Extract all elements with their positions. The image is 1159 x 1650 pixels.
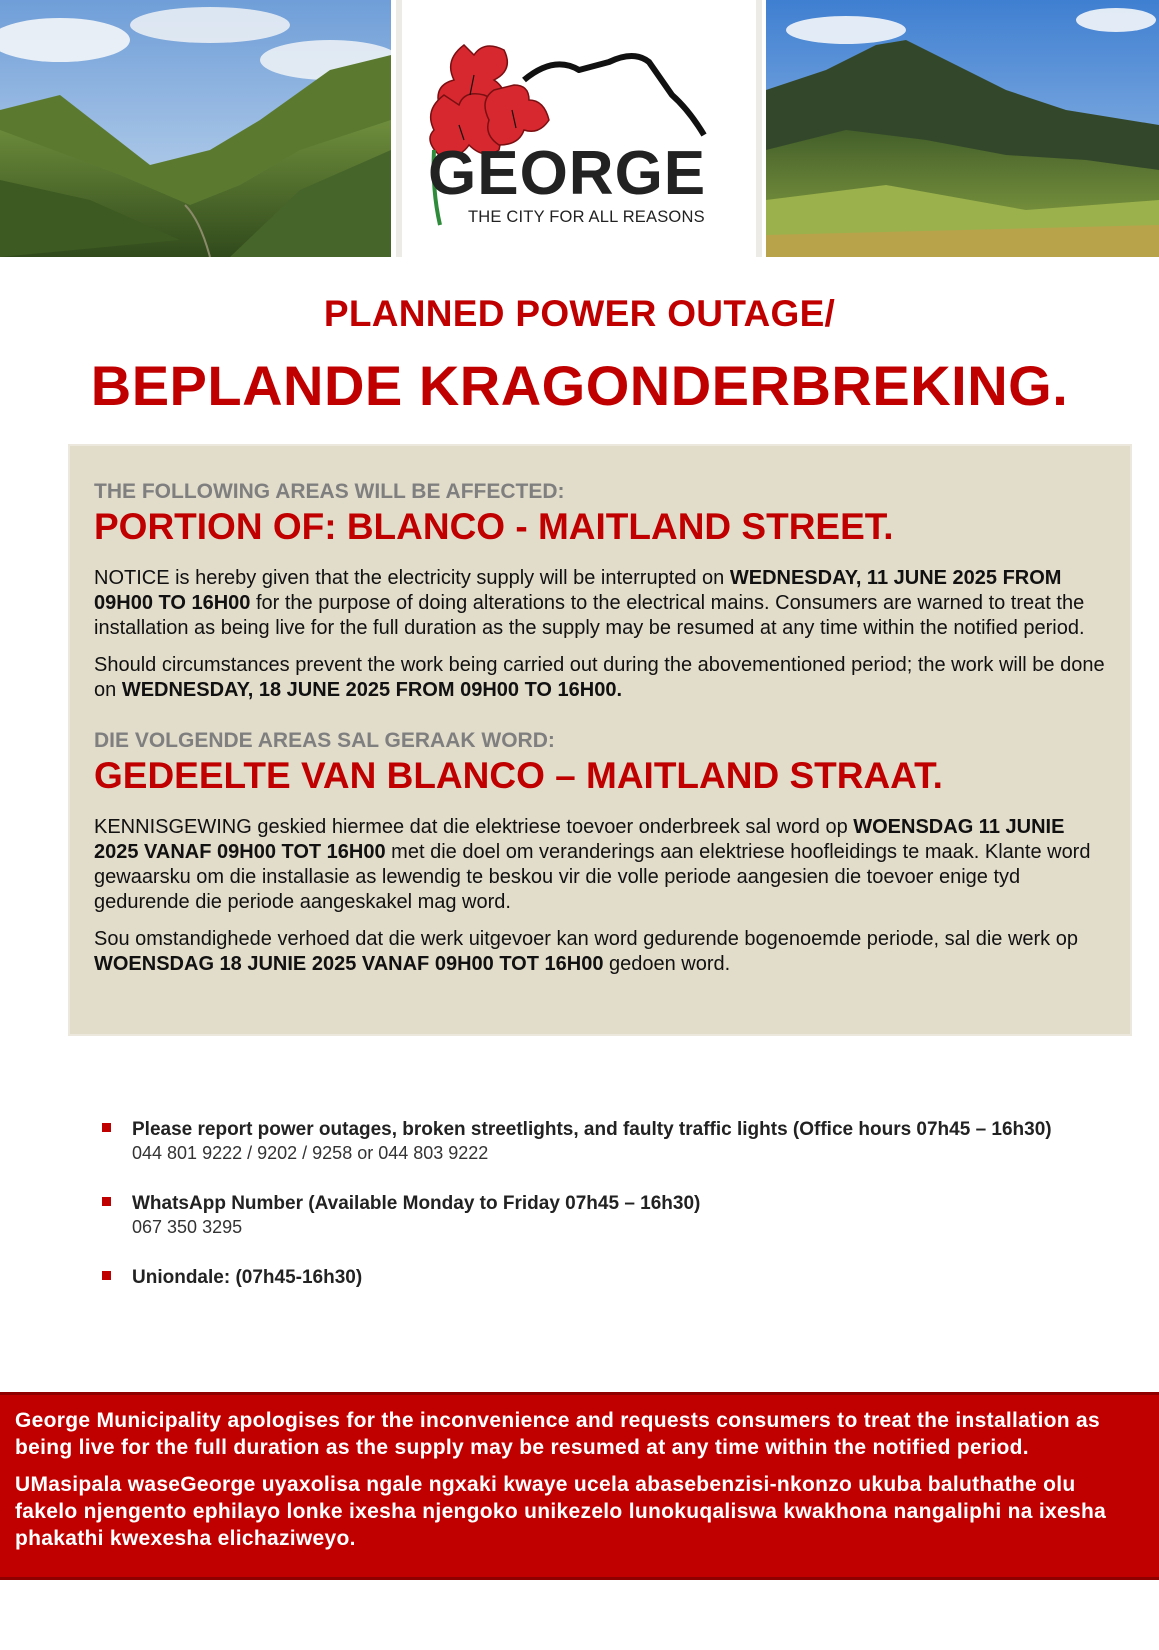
notice-paragraph-en: NOTICE is hereby given that the electricity supply will be interrupted on WEDNESDAY, 11 JUNE 2025 FROM 09H00 TO 16H00 for the purpose of doing alterations to the electrical mains. Consumers are warned to treat the installation as being live for the full duration as the supply may be resumed at any time within the notified period. [94,567,1085,639]
notice-paragraph-af: KENNISGEWING geskied hiermee dat die elektriese toevoer onderbreek sal word op WOENSDAG 11 JUNIE 2025 VANAF 09H00 TOT 16H00 met die doel om veranderings aan elektriese hoofleidings te maak. Klante word gewaarsku om die installasie as lewendig te beskou vir die volle periode aangesien die toevoer enige tyd gedurende die periode aangeskakel mag word. [94,816,1091,913]
contact-item-report [100,1118,1100,1164]
contact-number: 067 350 3295 [132,1217,243,1237]
logo-wordmark: GEORGE [428,139,707,208]
red-square-bullet-icon [102,1123,111,1132]
fallback-paragraph-af: Sou omstandighede verhoed dat die werk uitgevoer kan word gedurende bogenoemde periode, sal die werk op WOENSDAG 18 JUNIE 2025 VANAF 09H00 TOT 16H00 gedoen word. [94,928,1078,975]
affected-areas-label-af: DIE VOLGENDE AREAS SAL GERAAK WORD: [94,729,555,752]
header-banner [0,0,1159,257]
apology-english: George Municipality apologises for the inconvenience and requests consumers to treat the installation as being live for the full duration as the supply may be resumed at any time within the notified period. [15,1409,1100,1459]
george-logo [404,0,754,257]
contact-list [100,1118,1100,1318]
red-square-bullet-icon [102,1271,111,1280]
affected-areas-label-en: THE FOLLOWING AREAS WILL BE AFFECTED: [94,480,565,503]
affected-area-af: GEDEELTE VAN BLANCO – MAITLAND STRAAT. [94,755,943,796]
contact-item-whatsapp [100,1192,1100,1238]
contact-title: WhatsApp Number (Available Monday to Friday 07h45 – 16h30) [132,1193,701,1214]
affected-area-en: PORTION OF: BLANCO - MAITLAND STREET. [94,506,894,547]
fallback-date-af: WOENSDAG 18 JUNIE 2025 VANAF 09H00 TOT 16H00 [94,953,604,975]
contact-title: Please report power outages, broken streetlights, and faulty traffic lights (Office hours 07h45 – 16h30) [132,1119,1052,1140]
contact-number: 044 801 9222 / 9202 / 9258 or 044 803 9222 [132,1143,489,1163]
apology-xhosa: UMasipala waseGeorge uyaxolisa ngale ngxaki kwaye ucela abasebenzisi-nkonzo ukuba baluthathe olu fakelo njengento ephilayo lonke ixesha njengoko unikezelo lunokuqaliswa kwakhona nangaliphi na ixesha phakathi kwexesha elichaziweyo. [15,1473,1107,1550]
apology-footer [0,1392,1159,1580]
mountain-peak-photo-right [766,0,1159,257]
logo-tagline: THE CITY FOR ALL REASONS [468,208,705,226]
red-square-bullet-icon [102,1197,111,1206]
outage-date-en: WEDNESDAY, 11 JUNE 2025 FROM 09H00 TO 16H00 [94,567,1062,614]
fallback-paragraph-en: Should circumstances prevent the work being carried out during the abovementioned period; the work will be done on WEDNESDAY, 18 JUNE 2025 FROM 09H00 TO 16H00. [94,654,1105,701]
mountain-valley-photo-left [0,0,391,257]
fallback-date-en: WEDNESDAY, 18 JUNE 2025 FROM 09H00 TO 16H00. [121,679,623,701]
outage-date-af: WOENSDAG 11 JUNIE 2025 VANAF 09H00 TOT 16H00 [94,816,1065,863]
contact-item-uniondale [100,1266,1100,1290]
contact-title: Uniondale: (07h45-16h30) [132,1267,363,1288]
notice-panel [68,444,1132,1036]
title-english: PLANNED POWER OUTAGE/ [323,293,836,334]
title-afrikaans: BEPLANDE KRAGONDERBREKING. [90,354,1069,417]
